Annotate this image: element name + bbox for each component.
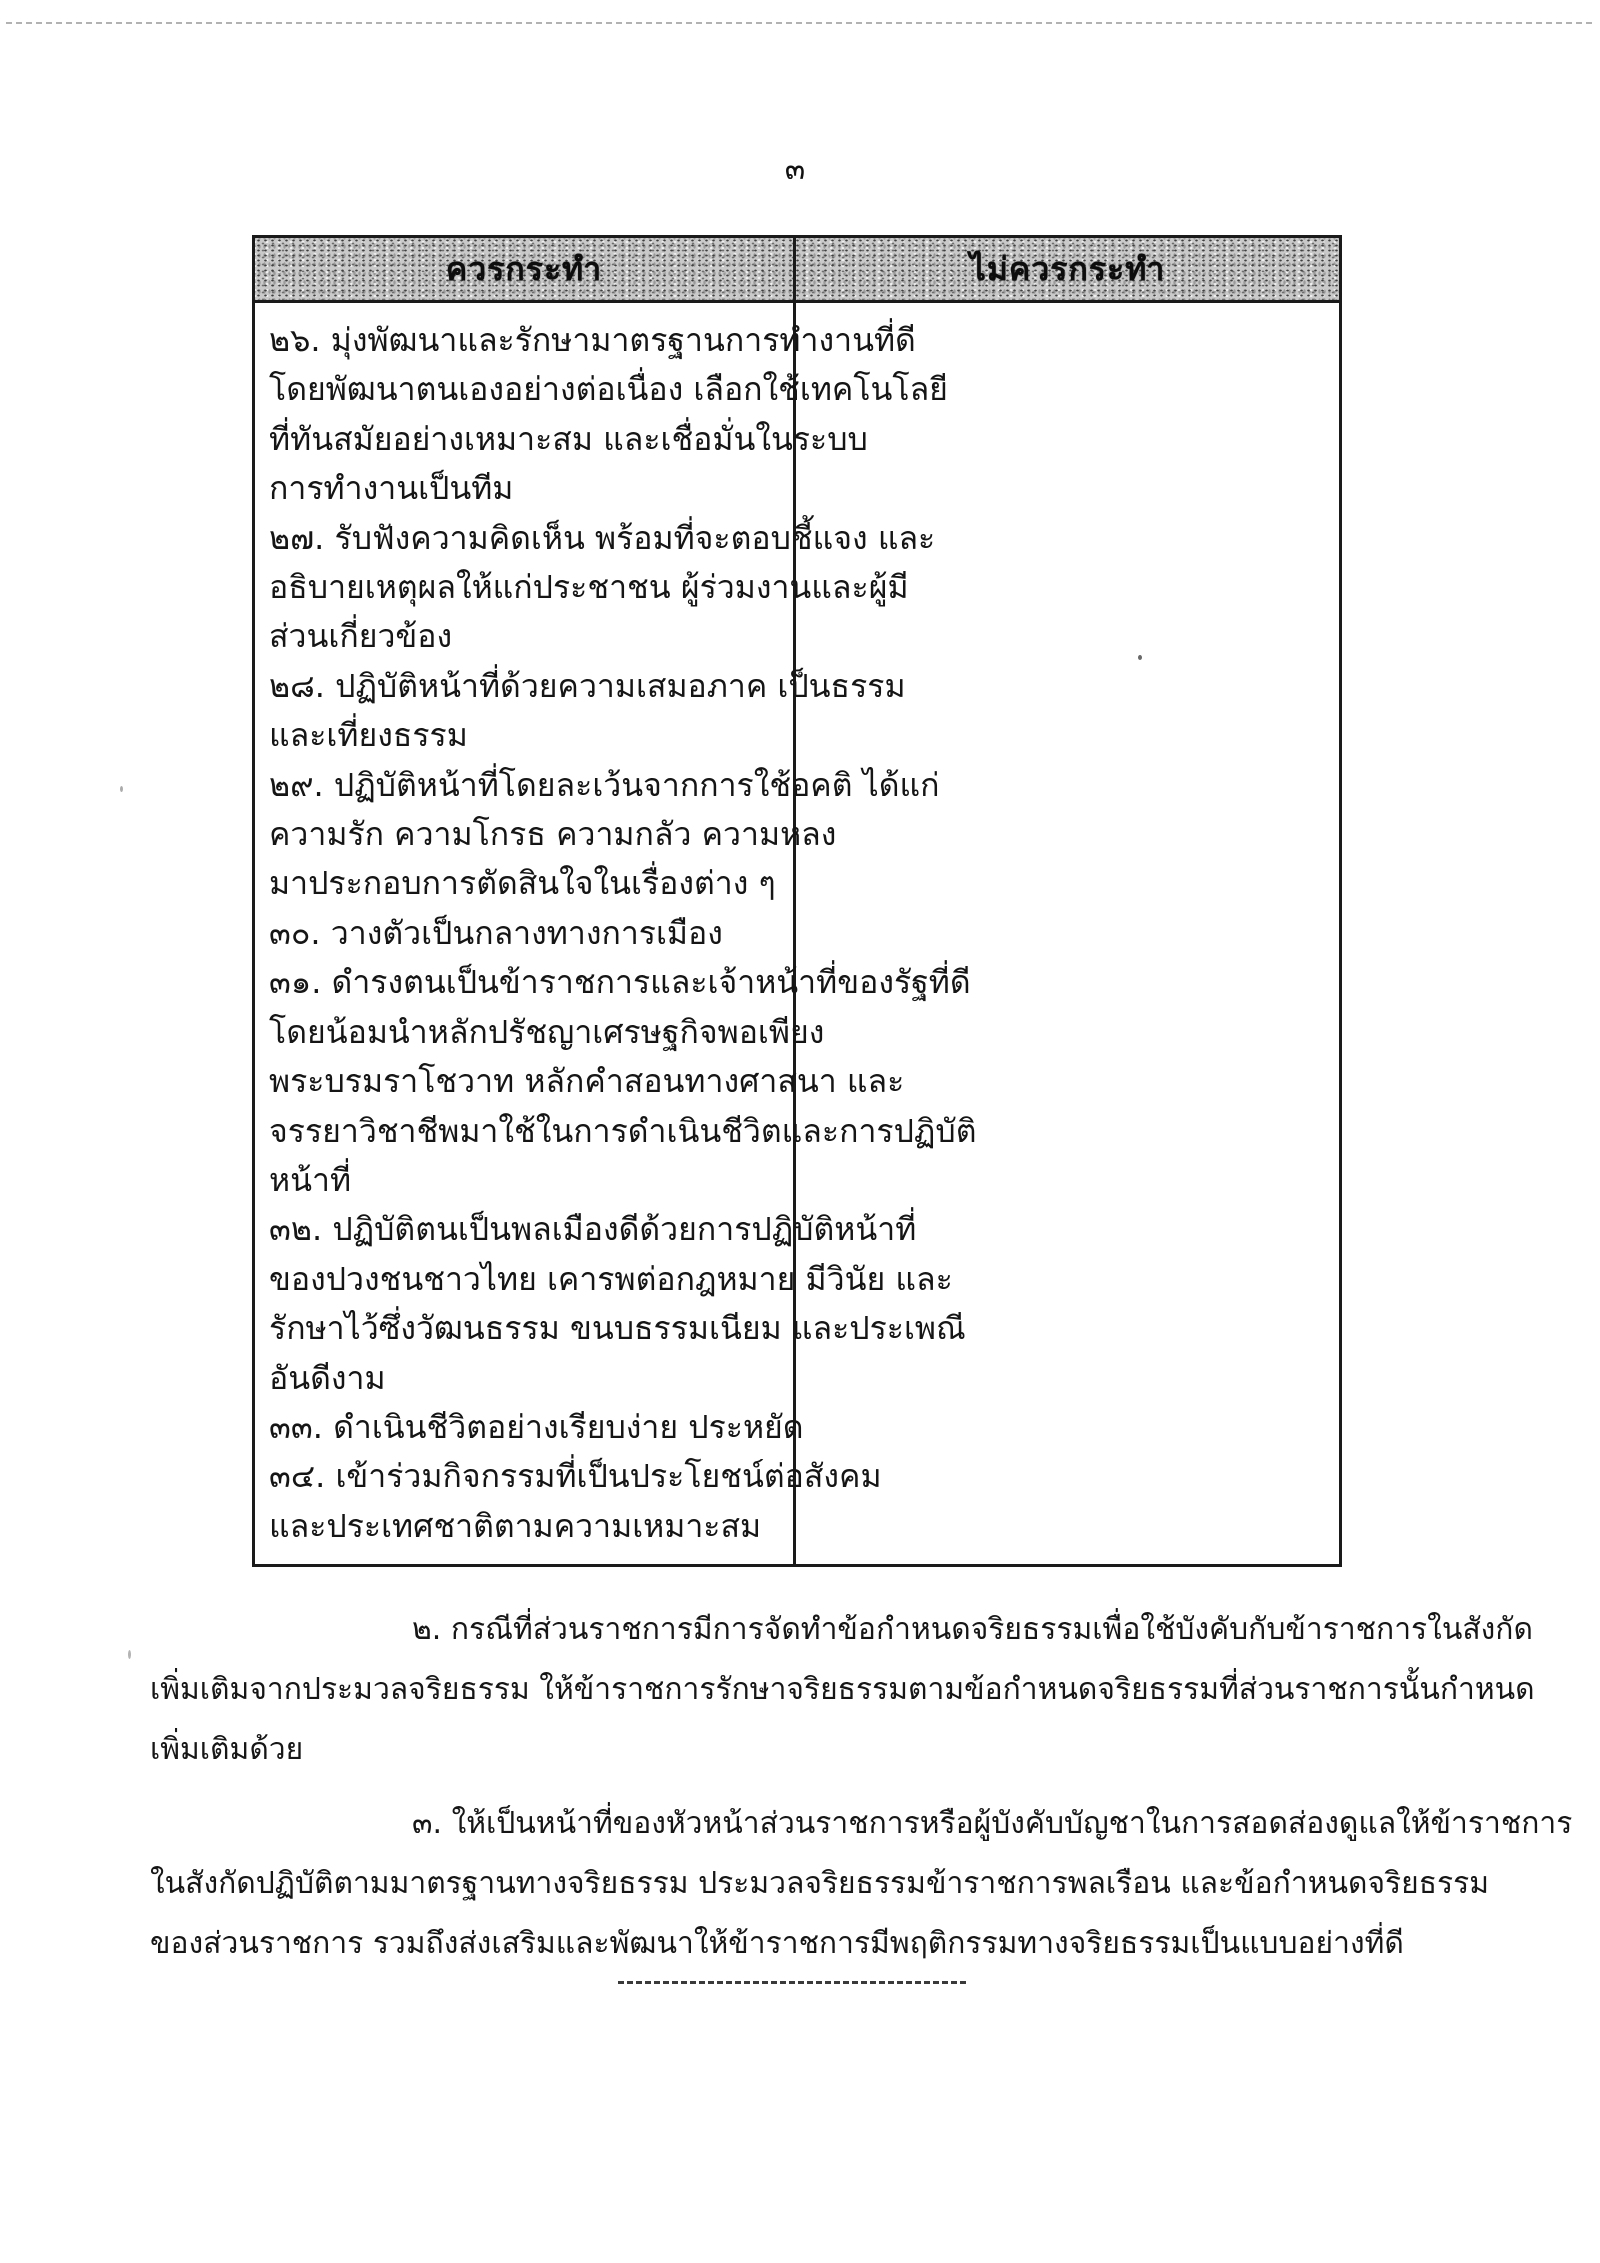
scan-speck	[1138, 655, 1142, 660]
table-left-line: ของปวงชนชาวไทย เคารพต่อกฎหมาย มีวินัย และ	[269, 1259, 953, 1298]
table-left-line: ส่วนเกี่ยวข้อง	[269, 617, 453, 656]
table-left-line: โดยพัฒนาตนเองอย่างต่อเนื่อง เลือกใช้เทคโนโลยี	[269, 370, 948, 409]
body-text	[150, 1600, 1573, 1988]
paragraph-3-line: ๓. ให้เป็นหน้าที่ของหัวหน้าส่วนราชการหรือผู้บังคับบัญชาในการสอดส่องดูแลให้ข้าราชการ	[412, 1806, 1573, 1841]
table-left-line: ๓๐. วางตัวเป็นกลางทางการเมือง	[269, 913, 723, 952]
should-do-cell	[255, 303, 977, 1567]
table-left-line: ๓๓. ดำเนินชีวิตอย่างเรียบง่าย ประหยัด	[269, 1407, 804, 1446]
table-left-line: ๓๑. ดำรงตนเป็นข้าราชการและเจ้าหน้าที่ของรัฐที่ดี	[269, 963, 971, 1002]
page-number: ๓	[784, 152, 806, 187]
header-should-do: ควรกระทำ	[255, 238, 796, 300]
conduct-table	[252, 235, 1342, 1567]
paragraph-3-line: ของส่วนราชการ รวมถึงส่งเสริมและพัฒนาให้ข้าราชการมีพฤติกรรมทางจริยธรรมเป็นแบบอย่างที่ดี	[150, 1926, 1404, 1961]
scan-speck	[128, 1650, 131, 1659]
scan-speck	[120, 786, 123, 792]
table-left-line: จรรยาวิชาชีพมาใช้ในการดำเนินชีวิตและการปฏิบัติ	[269, 1111, 977, 1150]
table-left-line: ๒๗. รับฟังความคิดเห็น พร้อมที่จะตอบชี้แจง และ	[269, 518, 936, 557]
table-left-line: อันดีงาม	[269, 1358, 386, 1397]
paragraph-2-line: เพิ่มเติมจากประมวลจริยธรรม ให้ข้าราชการรักษาจริยธรรมตามข้อกำหนดจริยธรรมที่ส่วนราชการนั้นกำหนด	[150, 1672, 1535, 1707]
table-left-line: มาประกอบการตัดสินใจในเรื่องต่าง ๆ	[269, 864, 776, 903]
table-left-line: ๒๘. ปฏิบัติหน้าที่ด้วยความเสมอภาค เป็นธรรม	[269, 666, 906, 705]
table-left-line: ๓๒. ปฏิบัติตนเป็นพลเมืองดีด้วยการปฏิบัติหน้าที่	[269, 1210, 917, 1249]
table-left-line: โดยน้อมนำหลักปรัชญาเศรษฐกิจพอเพียง	[269, 1012, 825, 1051]
table-left-line: อธิบายเหตุผลให้แก่ประชาชน ผู้ร่วมงานและผู้มี	[269, 568, 909, 607]
table-left-line: ความรัก ความโกรธ ความกลัว ความหลง	[269, 815, 837, 854]
paragraph-2-line: เพิ่มเติมด้วย	[150, 1732, 304, 1767]
paragraph-2-line: ๒. กรณีที่ส่วนราชการมีการจัดทำข้อกำหนดจริยธรรมเพื่อใช้บังคับกับข้าราชการในสังกัด	[412, 1612, 1533, 1647]
should-not-do-cell-empty	[796, 303, 1339, 1567]
header-should-not-do: ไม่ควรกระทำ	[969, 249, 1166, 288]
table-left-line: ที่ทันสมัยอย่างเหมาะสม และเชื่อมั่นในระบบ	[269, 419, 868, 458]
table-left-line: ๒๖. มุ่งพัฒนาและรักษามาตรฐานการทำงานที่ดี	[269, 321, 916, 359]
table-left-line: ๒๙. ปฏิบัติหน้าที่โดยละเว้นจากการใช้อคติ ได้แก่	[269, 765, 940, 804]
table-left-line: พระบรมราโชวาท หลักคำสอนทางศาสนา และ	[269, 1062, 905, 1101]
table-header-row	[255, 238, 1339, 303]
paragraph-3	[150, 1794, 1573, 1974]
table-left-line: หน้าที่	[269, 1160, 352, 1199]
table-left-line: การทำงานเป็นทีม	[269, 469, 514, 508]
perforated-page-edge	[6, 22, 1592, 24]
table-left-line: และประเทศชาติตามความเหมาะสม	[269, 1506, 762, 1545]
table-left-line: รักษาไว้ซึ่งวัฒนธรรม ขนบธรรมเนียม และประเพณี	[269, 1309, 966, 1348]
table-left-line: ๓๔. เข้าร่วมกิจกรรมที่เป็นประโยชน์ต่อสังคม	[269, 1457, 882, 1496]
table-left-line: และเที่ยงธรรม	[269, 716, 468, 755]
table-body-row	[255, 303, 1339, 1567]
end-of-document-dashed-rule	[618, 1981, 966, 1984]
paragraph-3-line: ในสังกัดปฏิบัติตามมาตรฐานทางจริยธรรม ประมวลจริยธรรมข้าราชการพลเรือน และข้อกำหนดจริยธรรม	[150, 1866, 1490, 1901]
paragraph-2	[150, 1600, 1535, 1780]
